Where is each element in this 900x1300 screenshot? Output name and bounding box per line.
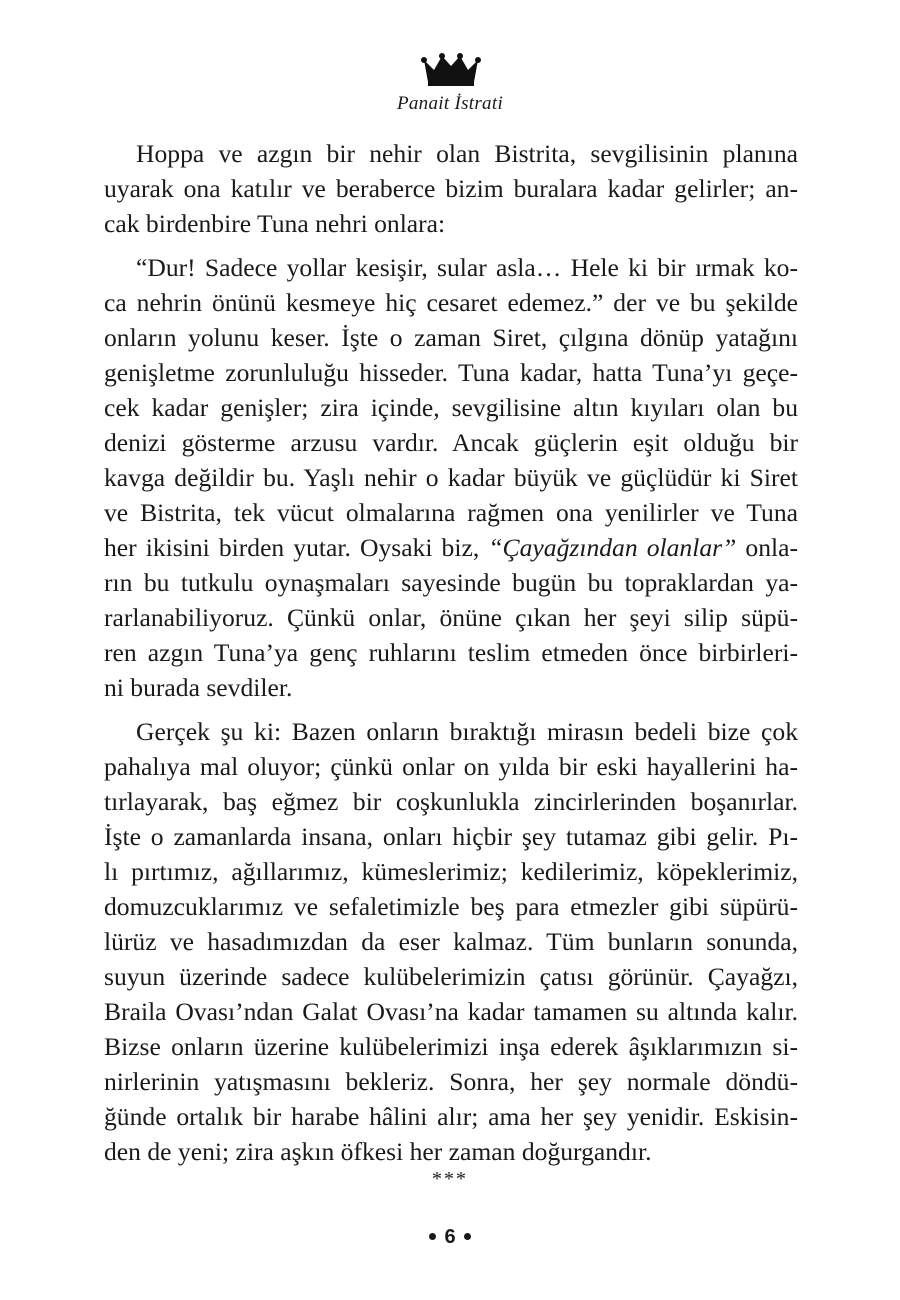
section-separator: *** xyxy=(432,1168,468,1190)
paragraph-3 xyxy=(104,714,798,1169)
text-line: ren azgın Tuna’ya genç ruhlarını teslim etmeden önce birbirleri- xyxy=(104,638,798,667)
text-line: Gerçek şu ki: Bazen onların bıraktığı mirasın bedeli bize çok xyxy=(136,717,798,746)
text-line: suyun üzerinde sadece kulübelerimizin çatısı görünür. Çayağzı, xyxy=(104,962,798,991)
line-text-before: her ikisini birden yutar. Oysaki biz, xyxy=(104,533,489,562)
text-line: lürüz ve hasadımızdan da eser kalmaz. Tüm bunların sonunda, xyxy=(104,927,798,956)
text-line-with-italic xyxy=(104,530,798,565)
text-line: İşte o zamanlarda insana, onları hiçbir şey tutamaz gibi gelir. Pı- xyxy=(104,822,798,851)
paragraph-2 xyxy=(104,250,798,705)
text-line: lı pırtımız, ağıllarımız, kümeslerimiz; kedilerimiz, köpeklerimiz, xyxy=(104,857,798,886)
text-line: Bizse onların üzerine kulübelerimizi inşa ederek âşıklarımızın si- xyxy=(104,1032,798,1061)
text-line: ğünde ortalık bir harabe hâlini alır; ama her şey yenidir. Eskisin- xyxy=(104,1102,798,1131)
text-line: “Dur! Sadece yollar kesişir, sular asla… Hele ki bir ırmak ko- xyxy=(136,253,798,282)
text-line: genişletme zorunluluğu hisseder. Tuna kadar, hatta Tuna’yı geçe- xyxy=(104,358,798,387)
text-line: kavga değildir bu. Yaşlı nehir o kadar büyük ve güçlüdür ki Siret xyxy=(104,463,798,492)
text-line: cak birdenbire Tuna nehri onlara: xyxy=(104,209,446,238)
text-line: uyarak ona katılır ve beraberce bizim buralara kadar gelirler; an- xyxy=(104,174,798,203)
text-line: tırlayarak, baş eğmez bir coşkunlukla zincirlerinden boşanırlar. xyxy=(104,787,798,816)
crown-icon xyxy=(420,52,482,88)
text-line: ve Bistrita, tek vücut olmalarına rağmen ona yenilirler ve Tuna xyxy=(104,498,798,527)
italic-quote: “Çayağzından olanlar” xyxy=(488,533,737,562)
text-line: rın bu tutkulu oynaşmaları sayesinde bugün bu topraklardan ya- xyxy=(104,568,798,597)
text-line: Braila Ovası’ndan Galat Ovası’na kadar tamamen su altında kalır. xyxy=(104,997,798,1026)
text-line: denizi gösterme arzusu vardır. Ancak güçlerin eşit olduğu bir xyxy=(104,428,798,457)
bullet-icon xyxy=(464,1233,471,1240)
body-text xyxy=(104,136,798,1178)
text-line: domuzcuklarımız ve sefaletimizle beş para etmezler gibi süpürü- xyxy=(104,892,798,921)
bullet-icon xyxy=(429,1233,436,1240)
text-line: pahalıya mal oluyor; çünkü onlar on yılda bir eski hayallerini ha- xyxy=(104,752,798,781)
text-line: rarlanabiliyoruz. Çünkü onlar, önüne çıkan her şeyi silip süpü- xyxy=(104,603,798,632)
page-number xyxy=(0,1226,900,1249)
text-line: cek kadar genişler; zira içinde, sevgilisine altın kıyıları olan bu xyxy=(104,393,798,422)
text-line: den de yeni; zira aşkın öfkesi her zaman doğurgandır. xyxy=(104,1137,652,1166)
text-line: ni burada sevdiler. xyxy=(104,673,293,702)
text-line: Hoppa ve azgın bir nehir olan Bistrita, sevgilisinin planına xyxy=(136,139,798,168)
paragraph-1 xyxy=(104,136,798,241)
page-number-value: 6 xyxy=(444,1226,456,1248)
text-line: ca nehrin önünü kesmeye hiç cesaret edemez.” der ve bu şekilde xyxy=(104,288,798,317)
text-line: nirlerinin yatışmasını bekleriz. Sonra, her şey normale döndü- xyxy=(104,1067,798,1096)
line-text-after: onla- xyxy=(736,533,798,562)
running-head-author: Panait İstrati xyxy=(396,93,504,114)
text-line: onların yolunu keser. İşte o zaman Siret, çılgına dönüp yatağını xyxy=(104,323,798,352)
